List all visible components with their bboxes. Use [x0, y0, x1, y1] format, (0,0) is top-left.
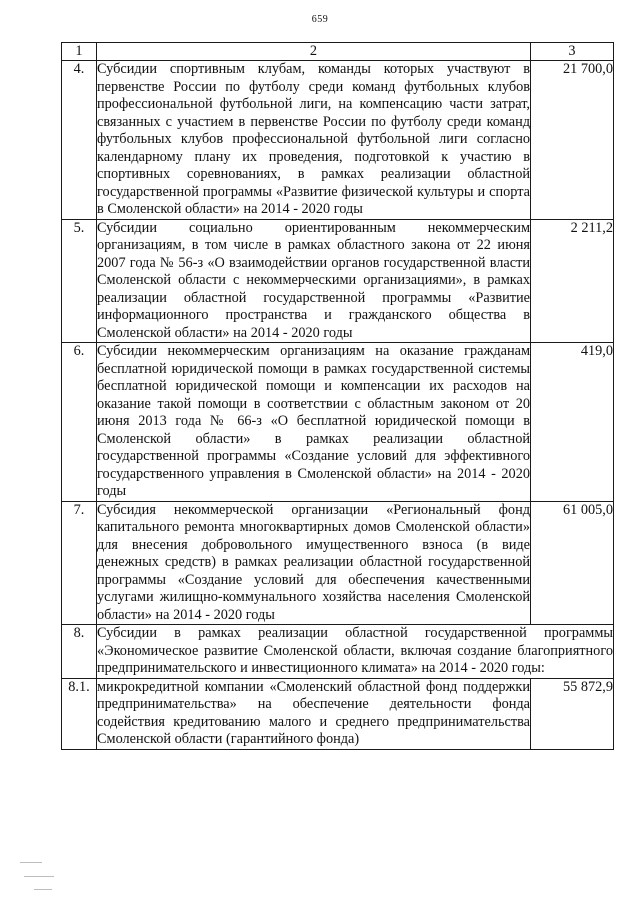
scan-speck — [24, 876, 54, 877]
row-number: 6. — [62, 343, 97, 502]
column-header-3: 3 — [531, 43, 614, 61]
row-description: Субсидии социально ориентированным некоммерческим организациям, в том числе в рамках областного закона от 22 июня 2007 года № 56-з «О взаимодействии органов государственной власти Смоленской области с некоммерческими организациями», в рамках реализации областной государственной программы «Развитие информационного пространства и гражданского общества в Смоленской области» на 2014 - 2020 годы — [97, 219, 530, 341]
row-amount: 2 211,2 — [531, 219, 614, 343]
table-row-group-heading — [62, 625, 614, 679]
row-number: 4. — [62, 61, 97, 220]
row-amount: 21 700,0 — [531, 61, 614, 220]
row-amount: 61 005,0 — [531, 501, 614, 625]
row-number: 5. — [62, 219, 97, 343]
row-number: 8.1. — [62, 678, 97, 749]
row-number: 8. — [62, 625, 97, 679]
column-header-1: 1 — [62, 43, 97, 61]
page-number: 659 — [311, 14, 329, 25]
scan-speck — [34, 889, 52, 890]
row-amount: 419,0 — [531, 343, 614, 502]
table-row — [62, 501, 614, 625]
row-description: Субсидия некоммерческой организации «Региональный фонд капитального ремонта многоквартирных домов Смоленской области» для внесения добровольного имущественного взноса (в виде денежных средств) в рамках реализации областной государственной программы «Создание условий для обеспечения качественными услугами жилищно-коммунального хозяйства населения Смоленской области» на 2014 - 2020 годы — [97, 501, 530, 623]
row-description: Субсидии некоммерческим организациям на оказание гражданам бесплатной юридической помощи в рамках государственной системы бесплатной юридической помощи и компенсации их расходов на оказание такой помощи в соответствии с областным законом от 20 июня 2013 года № 66-з «О бесплатной юридической помощи в Смоленской области» в рамках реализации областной государственной программы «Создание условий для эффективного государственного управления в Смоленской области» на 2014 - 2020 годы — [97, 343, 530, 499]
scan-speck — [20, 862, 42, 863]
row-description: Субсидии в рамках реализации областной государственной программы «Экономическое развитие Смоленской области, включая создание благоприятного предпринимательского и инвестиционного климата» на 2014 - 2020 годы: — [97, 625, 613, 676]
row-amount: 55 872,9 — [531, 678, 614, 749]
subsidies-table — [61, 42, 614, 750]
table-row — [62, 678, 614, 749]
row-description: микрокредитной компании «Смоленский областной фонд поддержки предпринимательства» на обеспечение деятельности фонда содействия кредитованию малого и среднего предпринимательства Смоленской области (гарантийного фонда) — [97, 678, 530, 747]
table-row — [62, 219, 614, 343]
row-number: 7. — [62, 501, 97, 625]
table-row — [62, 61, 614, 220]
table-header-row — [62, 43, 614, 61]
row-description: Субсидии спортивным клубам, команды которых участвуют в первенстве России по футболу среди команд футбольных клубов профессиональной футбольной лиги, на компенсацию части затрат, связанных с участием в первенстве России по футболу среди команд футбольных клубов профессиональной футбольной лиги согласно календарному плану их проведения, подготовкой к участию в спортивных соревнованиях, в рамках реализации областной государственной программы «Развитие физической культуры и спорта в Смоленской области» на 2014 - 2020 годы — [97, 61, 530, 217]
column-header-2: 2 — [97, 43, 531, 61]
table-row — [62, 343, 614, 502]
